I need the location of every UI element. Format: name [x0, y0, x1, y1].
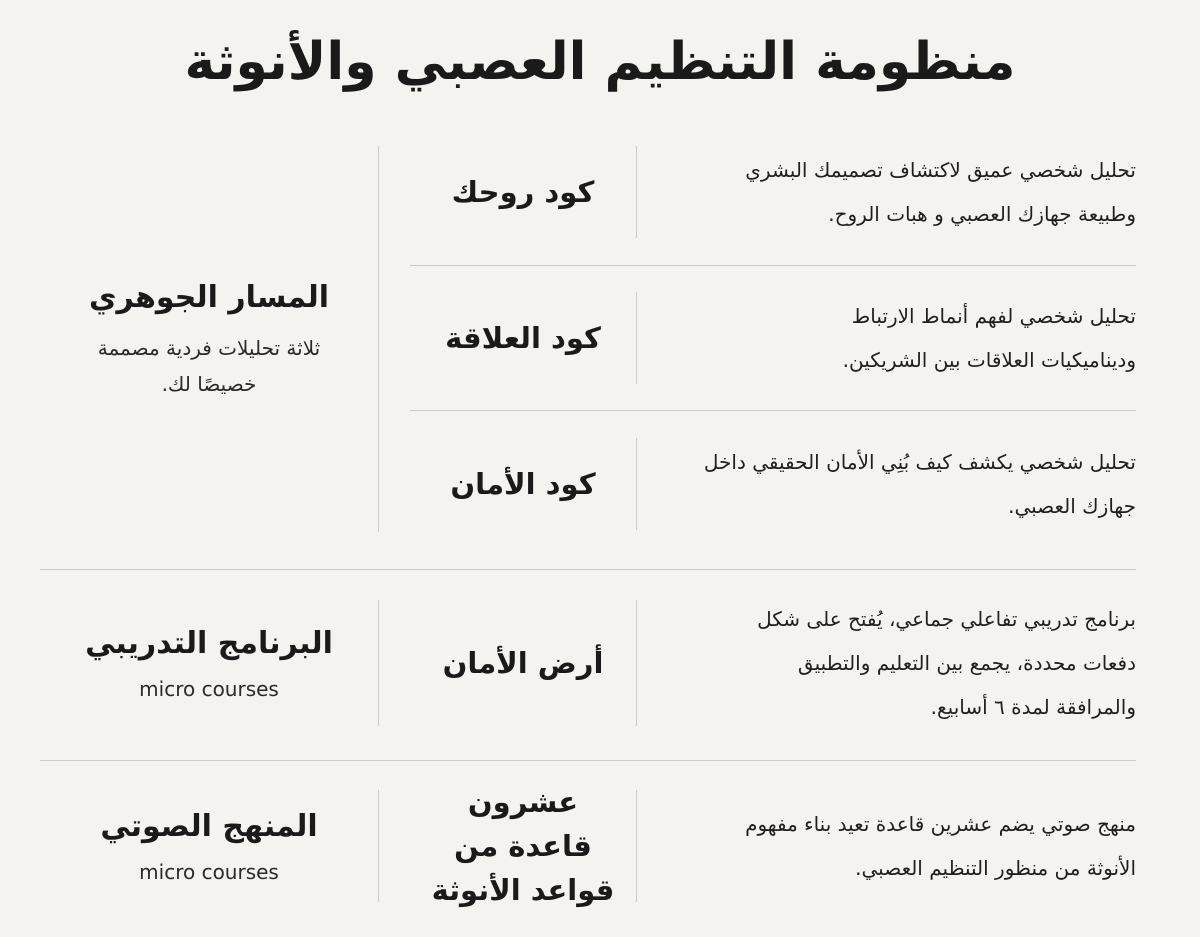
section-header: [40, 790, 378, 902]
item-description: [670, 438, 1136, 530]
section-header: [40, 146, 378, 532]
row-separator: [410, 265, 1136, 266]
item-description: [670, 292, 1136, 384]
section-essential-path: [40, 146, 1136, 532]
section-title: المنهج الصوتي: [100, 809, 318, 844]
list-item: [410, 146, 1136, 238]
item-name: عشرون قاعدة من قواعد الأنوثة: [431, 785, 615, 907]
description-text: تحليل شخصي لفهم أنماط الارتباط وديناميكيات العلاقات بين الشريكين.: [842, 304, 1136, 372]
row-divider: [636, 146, 637, 238]
list-item: [410, 292, 1136, 384]
row-divider: [636, 790, 637, 902]
page-title: منظومة التنظيم العصبي والأنوثة: [184, 32, 1016, 92]
item-description: [670, 146, 1136, 238]
section-title: البرنامج التدريبي: [85, 626, 333, 661]
section-subtitle: micro courses: [139, 677, 279, 701]
column-divider: [378, 790, 379, 902]
item-name: كود العلاقة: [445, 321, 601, 355]
section-separator: [40, 569, 1136, 570]
section-training-program: [40, 600, 1136, 726]
section-subtitle: micro courses: [139, 860, 279, 884]
section-subtitle: ثلاثة تحليلات فردية مصممة خصيصًا لك.: [97, 336, 321, 396]
column-divider: [378, 600, 379, 726]
section-title: المسار الجوهري: [88, 280, 330, 315]
row-separator: [410, 410, 1136, 411]
section-audio-curriculum: [40, 785, 1136, 907]
item-name: أرض الأمان: [442, 646, 604, 680]
description-text: تحليل شخصي عميق لاكتشاف تصميمك البشري وطبيعة جهازك العصبي و هبات الروح.: [745, 158, 1136, 226]
row-divider: [636, 600, 637, 726]
section-header: [40, 600, 378, 726]
list-item: [410, 785, 1136, 907]
column-divider: [378, 146, 379, 532]
row-divider: [636, 438, 637, 530]
item-description: [670, 600, 1136, 726]
description-text: تحليل شخصي يكشف كيف بُنِي الأمان الحقيقي داخل جهازك العصبي.: [703, 450, 1136, 518]
item-name: كود الأمان: [450, 467, 596, 501]
description-text: برنامج تدريبي تفاعلي جماعي، يُفتح على شكل دفعات محددة، يجمع بين التعليم والتطبيق والمرافقة لمدة ٦ أسابيع.: [757, 607, 1136, 719]
section-separator: [40, 760, 1136, 761]
row-divider: [636, 292, 637, 384]
item-name: كود روحك: [451, 175, 595, 209]
list-item: [410, 438, 1136, 530]
description-text: منهج صوتي يضم عشرين قاعدة تعيد بناء مفهوم الأنوثة من منظور التنظيم العصبي.: [745, 812, 1136, 880]
list-item: [410, 600, 1136, 726]
item-description: [670, 790, 1136, 902]
